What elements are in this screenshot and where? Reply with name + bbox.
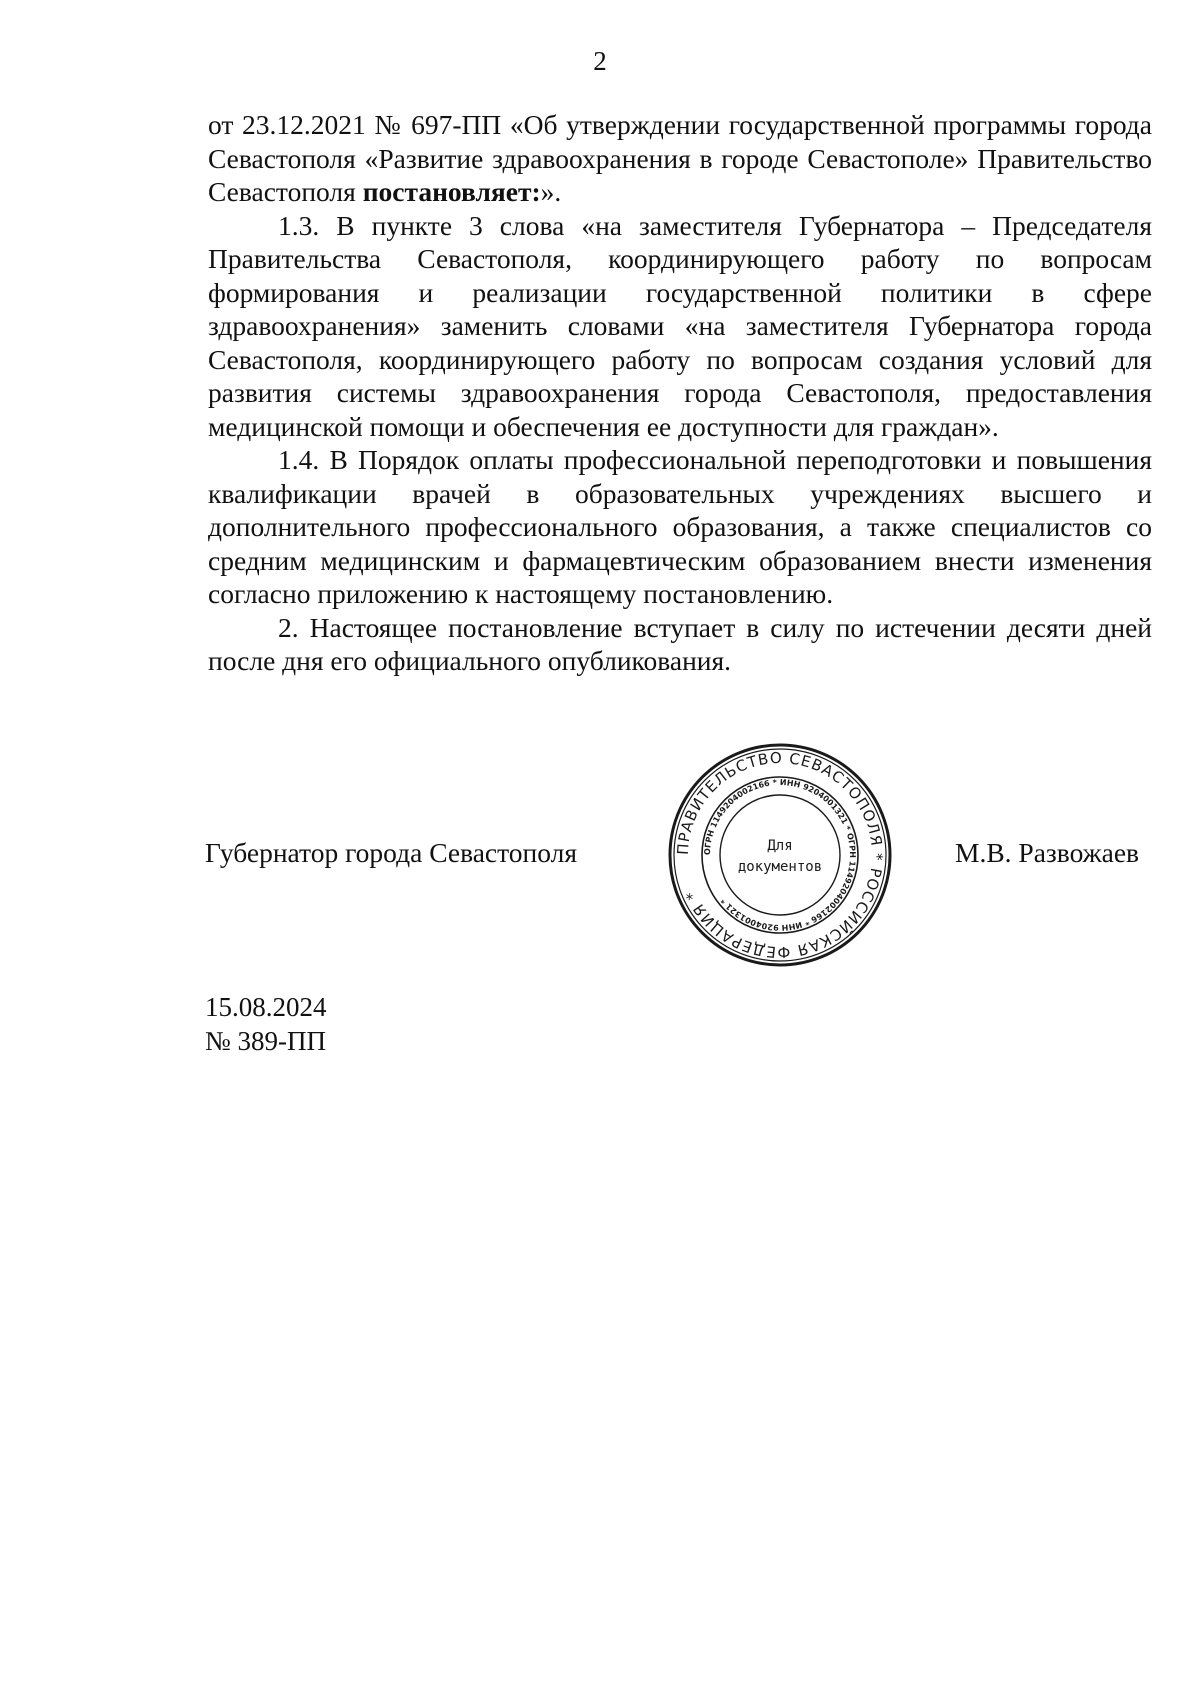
paragraph-2: 2. Настоящее постановление вступает в силу по истечении десяти дней после дня его официального опубликования. — [208, 611, 1152, 676]
page-number: 2 — [593, 46, 607, 76]
paragraph-1-3: 1.3. В пункте 3 слова «на заместителя Губернатора – Председателя Правительства Севастополя, координирующего работу по вопросам формирования и реализации государственной политики в сфере здравоохранения» заменить словами «на заместителя Губернатора города Севастополя, координирующего работу по вопросам создания условий для развития системы здравоохранения города Севастополя, предоставления медицинской помощи и обеспечения ее доступности для граждан». — [208, 209, 1152, 442]
seal-outer-text: ПРАВИТЕЛЬСТВО СЕВАСТОПОЛЯ * РОССИЙСКАЯ ФЕДЕРАЦИЯ * — [673, 748, 887, 962]
seal-center-line1: Для — [767, 838, 793, 854]
paragraph-1 — [208, 108, 1152, 209]
paragraph-1-tail: ». — [540, 176, 562, 207]
paragraph-1-bold: постановляет: — [362, 176, 541, 207]
paragraph-1-4: 1.4. В Порядок оплаты профессиональной переподготовки и повышения квалификации врачей в образовательных учреждениях высшего и дополнительного профессионального образования, а также специалистов со средним медицинским и фармацевтическим образованием внести изменения согласно приложению к настоящему постановлению. — [208, 444, 1152, 609]
official-seal — [665, 740, 895, 970]
seal-inner-text: ОГРН 1149204002166 * ИНН 9204001321 * ОГРН 1149204002166 * ИНН 9204001321 * — [702, 777, 858, 933]
signatory-name: М.В. Развожаев — [955, 837, 1140, 868]
signatory-position: Губернатор города Севастополя — [205, 837, 577, 868]
seal-inner-ring — [720, 795, 840, 915]
document-number: № 389-ПП — [205, 1026, 326, 1056]
document-body — [208, 108, 1152, 678]
seal-middle-ring — [702, 777, 858, 933]
document-date: 15.08.2024 — [205, 992, 327, 1022]
seal-center-line2: документов — [737, 859, 823, 875]
document-registration — [205, 990, 327, 1058]
paragraph-1-lead: от 23.12.2021 № 697-ПП «Об утверждении государственной программы города Севастополя «Развитие здравоохранения в городе Севастополе» Правительство Севастополя — [208, 109, 1152, 207]
